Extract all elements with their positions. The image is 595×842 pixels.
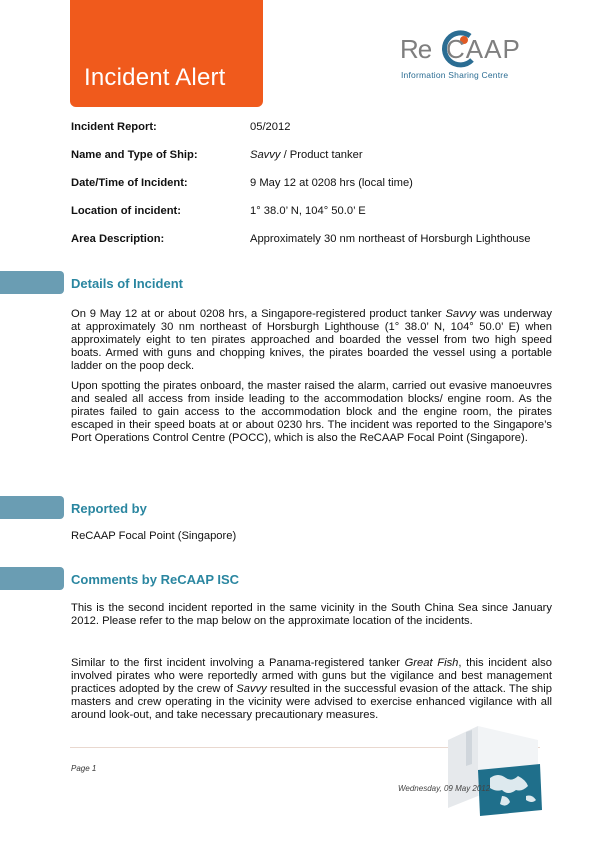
info-label: Incident Report: [71,121,157,133]
info-row-report [71,121,561,149]
info-row-ship [71,149,561,177]
section-bar-details [0,271,64,294]
incident-alert-banner [70,0,263,107]
info-label: Area Description: [71,233,165,245]
info-value: 05/2012 [250,121,291,133]
ship-name: Great Fish [404,657,459,669]
recaap-logo [400,32,530,84]
section-title-reported: Reported by [71,501,147,516]
incident-info-table [71,121,561,261]
ship-name: Savvy [445,308,476,320]
reported-by-text: ReCAAP Focal Point (Singapore) [71,530,237,542]
section-bar-reported [0,496,64,519]
logo-caap: CAAP [446,34,521,64]
text-run: , this incident also involved pirates who were reportedly armed with guns but the vigilance and best management practices adopted by the crew of [71,657,552,695]
details-paragraph-1 [71,308,552,373]
info-label: Name and Type of Ship: [71,149,198,161]
details-paragraph-2: Upon spotting the pirates onboard, the master raised the alarm, carried out evasive manoeuvres and sealed all access from inside leading to the accommodation blocks/ engine room. As the pirates failed to gain access to the accommodation block and the engine room, the pirates escaped in their speed boats at or about 0230 hrs. The incident was reported to the Singapore’s Port Operations Control Centre (POCC), which is also the ReCAAP Focal Point (Singapore). [71,380,552,444]
info-label: Location of incident: [71,205,182,217]
text-run: Similar to the first incident involving a Panama-registered tanker [71,657,405,669]
comments-paragraph-1: This is the second incident reported in the same vicinity in the South China Sea since January 2012. Please refer to the map below on the approximate location of the incidents. [71,602,552,627]
info-value: Approximately 30 nm northeast of Horsburgh Lighthouse [250,233,531,245]
info-value: 9 May 12 at 0208 hrs (local time) [250,177,413,189]
info-label: Date/Time of Incident: [71,177,188,189]
logo-re: Re [400,34,432,64]
section-title-details: Details of Incident [71,276,183,291]
text-run: On 9 May 12 at or about 0208 hrs, a Singapore-registered product tanker [71,308,446,320]
text-run: resulted in the successful evasion of the attack. The ship masters and crew operating in the vicinity were advised to exercise enhanced vigilance with all around look-out, and take necessary precautionary measures. [71,683,552,721]
banner-title: Incident Alert [84,64,226,91]
ship-name: Savvy [236,683,267,695]
info-value: 1° 38.0’ N, 104° 50.0’ E [250,205,366,217]
ship-name: Savvy [250,149,281,161]
ship-type: / Product tanker [280,149,363,161]
page-number: Page 1 [71,764,97,773]
text-run: was underway at approximately 30 nm northeast of Horsburgh Lighthouse (1° 38.0’ N, 104° 50.0’ E) when approximately eight to ten pirates approached and boarded the vessel from two high speed boats. Armed with guns and chopping knives, the pirates boarded the vessel using a portable ladder on the poop deck. [71,308,552,372]
logo-subtitle: Information Sharing Centre [401,70,509,80]
globe-cube-icon [438,712,548,822]
info-row-datetime [71,177,561,205]
info-value [250,149,561,161]
footer-date: Wednesday, 09 May 2012 [398,784,491,793]
section-bar-comments [0,567,64,590]
info-row-location [71,205,561,233]
section-title-comments: Comments by ReCAAP ISC [71,572,240,587]
info-row-area [71,233,561,261]
